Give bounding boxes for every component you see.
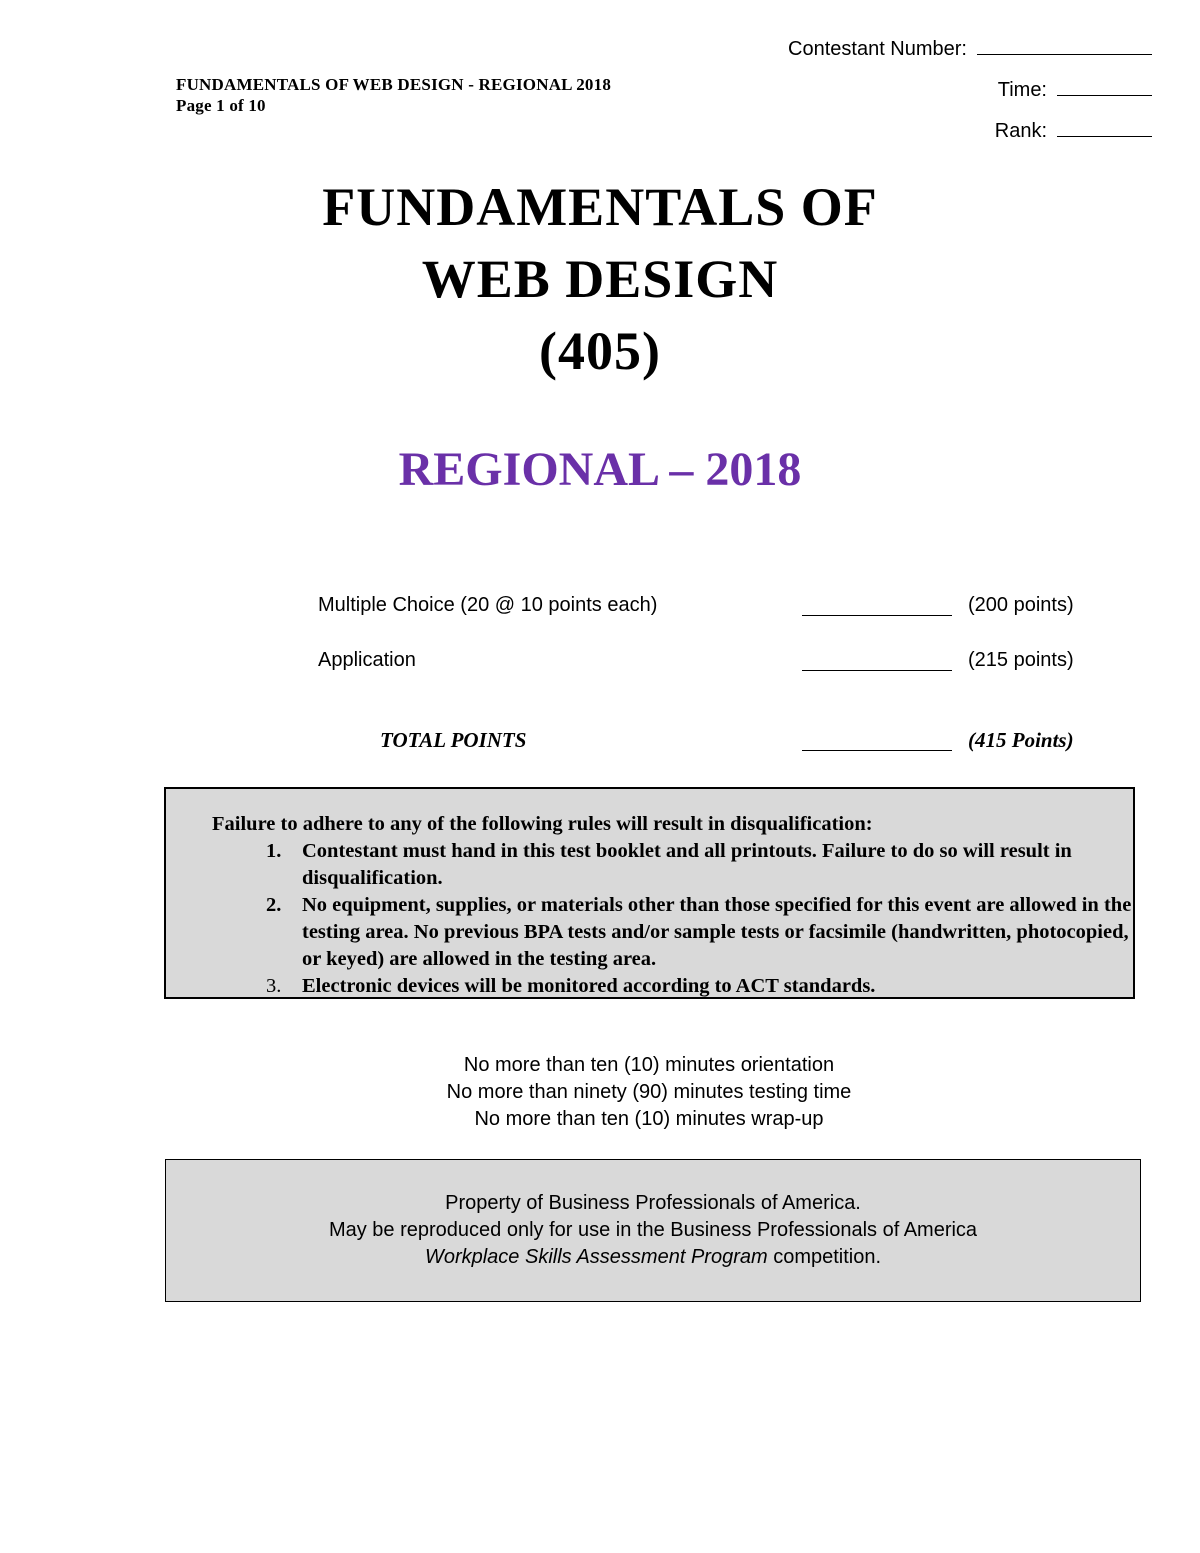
property-line-3-rest: competition.: [767, 1246, 882, 1268]
property-line-2: May be reproduced only for use in the Business Professionals of America: [328, 1219, 978, 1241]
rank-label: Rank:: [994, 120, 1047, 142]
rule-number: 2.: [266, 894, 282, 916]
timing-orientation: No more than ten (10) minutes orientation: [463, 1054, 835, 1076]
time-label: Time:: [997, 79, 1047, 101]
time-blank[interactable]: [1057, 77, 1152, 96]
header-doc-title: FUNDAMENTALS OF WEB DESIGN - REGIONAL 2018: [176, 75, 612, 94]
property-notice-box: [165, 1159, 1141, 1302]
score-row-multiple-choice-blank[interactable]: [802, 615, 952, 616]
rule-text: No equipment, supplies, or materials other than those specified for this event are allowed in the testing area. No previous BPA tests and/or sample tests or facsimile (handwritten, photocopied, or keyed) are allowed in the testing area.: [302, 894, 1132, 970]
title-line-2: WEB DESIGN: [421, 249, 779, 309]
rule-item: [266, 973, 1146, 1000]
rule-item: [266, 892, 1146, 970]
property-line-3: [166, 1244, 1140, 1271]
score-row-multiple-choice-label: Multiple Choice (20 @ 10 points each): [318, 594, 658, 616]
score-row-multiple-choice-points: (200 points): [968, 594, 1074, 616]
rules-intro: Failure to adhere to any of the following rules will result in disqualification:: [212, 813, 873, 835]
title-line-1: FUNDAMENTALS OF: [322, 177, 878, 237]
total-points-label: TOTAL POINTS: [380, 728, 527, 752]
rule-number: 3.: [266, 975, 282, 997]
total-points-value: (415 Points): [968, 728, 1074, 752]
score-row-application-points: (215 points): [968, 649, 1074, 671]
timing-block: [0, 1052, 1200, 1133]
total-points-blank[interactable]: [802, 750, 952, 751]
program-name: Workplace Skills Assessment Program: [424, 1246, 768, 1268]
header-page-info: Page 1 of 10: [176, 96, 266, 115]
time-field: [998, 77, 1152, 102]
page-title: [0, 171, 1200, 387]
rules-box: [164, 787, 1135, 999]
rule-text: Contestant must hand in this test booklet and all printouts. Failure to do so will result in disqualification.: [302, 840, 1072, 889]
rank-field: [995, 118, 1152, 143]
timing-testing: No more than ninety (90) minutes testing time: [446, 1081, 852, 1103]
contestant-number-label: Contestant Number:: [788, 38, 967, 60]
timing-wrap-up: No more than ten (10) minutes wrap-up: [474, 1108, 824, 1130]
contestant-number-field: [788, 36, 1152, 61]
contestant-number-blank[interactable]: [977, 36, 1152, 55]
rule-item: [266, 838, 1146, 889]
regional-heading: REGIONAL – 2018: [398, 443, 802, 496]
property-line-1: Property of Business Professionals of America.: [445, 1192, 861, 1214]
rank-blank[interactable]: [1057, 118, 1152, 137]
running-header: [176, 74, 611, 116]
rule-text: Electronic devices will be monitored according to ACT standards.: [302, 975, 876, 997]
rule-number: 1.: [266, 840, 282, 862]
score-row-application-blank[interactable]: [802, 670, 952, 671]
title-line-3: (405): [539, 321, 661, 381]
score-row-application-label: Application: [318, 649, 416, 671]
